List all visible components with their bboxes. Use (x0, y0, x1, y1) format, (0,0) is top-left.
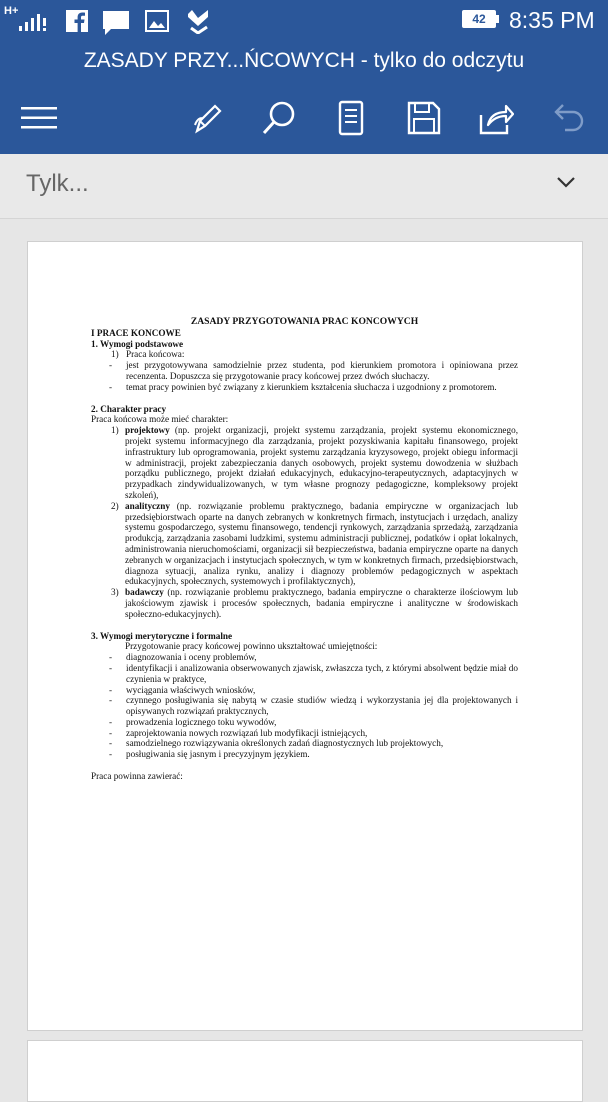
reading-view-icon (338, 100, 364, 136)
undo-button[interactable] (547, 96, 591, 140)
document-title: ZASADY PRZY...ŃCOWYCH - tylko do odczytu (0, 42, 608, 82)
share-button[interactable] (474, 96, 518, 140)
list-item: - diagnozowania i oceny problemów, (109, 652, 257, 663)
navigation-heading[interactable]: Tylk... (26, 170, 89, 197)
facebook-icon (66, 10, 88, 32)
menu-button[interactable] (17, 96, 61, 140)
paragraph: Przygotowanie pracy końcowej powinno ukształtować umiejętności: (125, 641, 378, 652)
document-body (91, 317, 518, 782)
search-button[interactable] (257, 96, 301, 140)
list-item: - czynnego posługiwania się nabytą w czasie studiów wiedzą i wykorzystania jej dla projektowanych i opisywanych rozwiązań praktycznych, (109, 695, 518, 717)
list-item: - prowadzenia logicznego toku wywodów, (109, 716, 277, 727)
network-type: H+ (4, 5, 19, 17)
list-item: 2) analityczny (np. rozwiązanie problemu praktycznego, badania empiryczne w organizacjach lub przedsiębiorstwach oparte na danych zebranych w konkretnych firmach, instytucjach i urzędach, analizy systemu gospodarczego, systemu finansowego, tendencji rynkowych, zarządzania sprzedażą, zarządzania produkcją, zarządzania zasobami ludzkimi, systemu administracji publicznej, podatków i opłat lokalnych, administrowania nieruchomościami, organizacji sił bezpieczeństwa, badania empiryczne oparte na danych zebranych w organizacjach i instytucjach społecznych, w tym w konkretnych firmach, przedsiębiorstwach, diagnoza sytuacji, analiza rynku, analizy i diagnozy problemów pedagogicznych w aspektach edukacyjnych, społecznych, systemowych i profilaktycznych), (111, 500, 518, 587)
clock: 8:35 PM (509, 7, 595, 33)
heading-charakter-pracy: 2. Charakter pracy (91, 403, 167, 414)
edit-button[interactable] (186, 96, 230, 140)
navigation-bar[interactable] (0, 154, 608, 219)
document-page[interactable] (27, 241, 583, 1031)
battery-icon (462, 10, 496, 28)
list-item: 1) Praca końcowa: (111, 349, 185, 360)
list-item: 1) projektowy (np. projekt organizacji, projekt systemu zarządzania, projekt systemu ekonomicznego, projekt systemu informacyjnego dla zarządzania, projekt pozyskiwania kapitału finansowego, projekt infrastruktury lub oprogramowania, projekt systemu zarządzania kryzysowego, projekt obiegu informacji w administracji, projekt zabezpieczania danych osobowych, projekt systemu dowodzenia w służbach porządku publicznego, projekt działań edukacyjnych, edukacyjno-terapeutycznych, adaptacyjnych w przypadkach zindywidualizowanych, w tym własne prognozy pedagogiczne, kompleksowy projekt szkoleń), (111, 425, 518, 500)
share-icon (478, 101, 514, 135)
list-item: - zaprojektowania nowych rozwiązań lub modyfikacji istniejących, (109, 727, 368, 738)
list-item: 3) badawczy (np. rozwiązanie problemu praktycznego, badania empiryczne o charakterze ilościowym lub jakościowym zjawisk i procesów społecznych, badania empiryczne i analityczne w środowiskach społeczno-edukacyjnych). (111, 587, 518, 619)
battery-level: 42 (464, 12, 494, 26)
save-button[interactable] (402, 96, 446, 140)
message-icon (102, 10, 130, 36)
save-icon (407, 101, 441, 135)
image-icon (145, 10, 169, 32)
search-icon (260, 99, 298, 137)
list-item: - jest przygotowywana samodzielnie przez studenta, pod kierunkiem promotora i opiniowana przez recenzenta. Dopuszcza się przygotowanie pracy końcowej przez dwóch słuchaczy. (109, 360, 518, 381)
paragraph: Praca powinna zawierać: (91, 771, 183, 782)
checkmark-icon (185, 8, 211, 34)
heading-wymogi-podstawowe: 1. Wymogi podstawowe (91, 338, 184, 349)
battery-tip (496, 15, 499, 23)
doc-title: ZASADY PRZYGOTOWANIA PRAC KONCOWYCH (190, 316, 419, 327)
list-item: - wyciągania właściwych wniosków, (109, 684, 256, 695)
edit-pen-icon (191, 101, 225, 135)
list-item: - samodzielnego rozwiązywania określonych zadań diagnostycznych lub projektowych, (109, 738, 444, 749)
paragraph: Praca końcowa może mieć charakter: (91, 414, 229, 425)
status-bar (0, 0, 608, 42)
heading-wymogi-merytoryczne: 3. Wymogi merytoryczne i formalne (91, 630, 233, 641)
list-item: - posługiwania się jasnym i precyzyjnym językiem. (109, 749, 310, 760)
undo-icon (553, 102, 585, 134)
section-heading: I PRACE KONCOWE (91, 327, 181, 338)
toolbar (0, 82, 608, 154)
next-document-page[interactable] (27, 1040, 583, 1102)
chevron-down-icon[interactable] (556, 176, 576, 188)
signal-icon (15, 12, 55, 32)
list-item: - temat pracy powinien być związany z kierunkiem kształcenia słuchacza i uzgodniony z promotorem. (109, 381, 497, 392)
reading-view-button[interactable] (329, 96, 373, 140)
list-item: - identyfikacji i analizowania obserwowanych zjawisk, zwłaszcza tych, z którymi absolwent będzie miał do czynienia w praktyce, (109, 662, 518, 684)
menu-icon (21, 106, 57, 130)
